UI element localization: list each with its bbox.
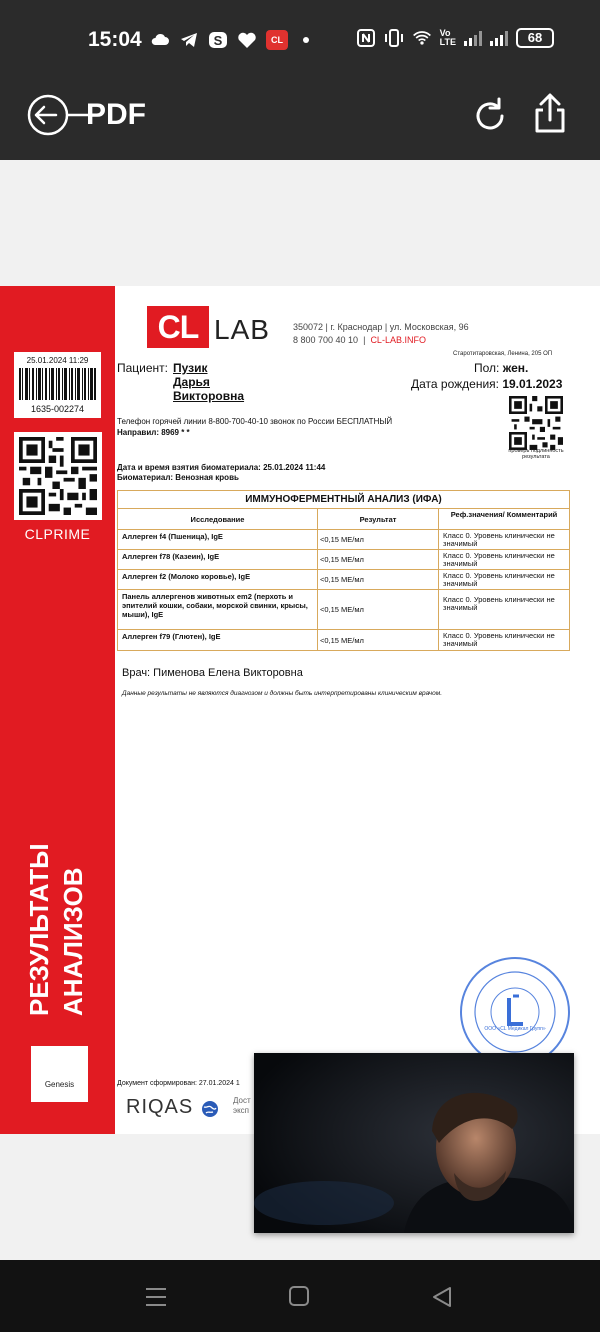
side-band <box>0 286 115 1134</box>
barcode-card <box>14 352 101 418</box>
results-table <box>117 490 570 651</box>
cloud-icon <box>150 31 170 49</box>
cell-test: Аллерген f79 (Глютен), IgE <box>118 630 318 650</box>
home-button[interactable] <box>288 1285 310 1307</box>
table-row <box>118 570 569 590</box>
notification-icons <box>150 28 315 52</box>
cl-logo: CL <box>147 306 209 348</box>
cell-result: <0,15 МЕ/мл <box>318 530 439 549</box>
genesis-label: Genesis <box>44 1080 75 1089</box>
qr-code-left <box>14 432 102 520</box>
dob-value: 19.01.2023 <box>502 377 563 391</box>
biomaterial: Биоматериал: Венозная кровь <box>117 473 239 482</box>
patient-first-name: Дарья <box>173 375 210 389</box>
signal-bars-2 <box>490 30 508 46</box>
share-button[interactable] <box>532 92 568 134</box>
pdf-page <box>0 286 600 1134</box>
header-result: Результат <box>318 509 439 529</box>
results-table-header <box>118 509 569 530</box>
seal-stamp <box>459 956 571 1068</box>
lab-contacts: 8 800 700 40 10 | CL-LAB.INFO <box>293 335 426 345</box>
cl-app-icon: CL <box>266 30 288 50</box>
telegram-icon <box>179 31 199 49</box>
status-bar <box>0 0 600 80</box>
nav-back-button[interactable] <box>430 1285 454 1309</box>
cell-reference: Класс 0. Уровень клинически не значимый <box>443 631 555 648</box>
nfc-icon <box>356 29 376 47</box>
disclaimer: Данные результаты не являются диагнозом и должны быть интерпретированы клиническим врачом. <box>122 690 443 697</box>
app-bar <box>0 80 600 160</box>
wifi-icon <box>412 29 432 47</box>
recent-apps-button[interactable] <box>144 1286 168 1308</box>
pip-video-player[interactable] <box>254 1053 574 1233</box>
cell-result: <0,15 МЕ/мл <box>318 550 439 569</box>
globe-icon <box>201 1100 219 1118</box>
lab-website[interactable]: CL-LAB.INFO <box>370 335 426 345</box>
lab-logo: LAB <box>214 314 270 345</box>
cell-reference: Класс 0. Уровень клинически не значимый <box>443 551 555 568</box>
results-table-title: ИММУНОФЕРМЕНТНЫЙ АНАЛИЗ (ИФА) <box>118 491 569 509</box>
table-row <box>118 550 569 570</box>
lab-address: 350072 | г. Краснодар | ул. Московская, 96 <box>293 322 469 332</box>
video-frame <box>254 1053 574 1233</box>
vertical-title-line1: РЕЗУЛЬТАТЫ <box>24 843 54 1016</box>
volte-indicator: Vo LTE <box>439 28 456 47</box>
cell-reference: Класс 0. Уровень клинически не значимый <box>443 531 555 548</box>
barcode-datetime: 25.01.2024 11:29 <box>26 356 89 365</box>
vertical-title <box>22 816 102 1016</box>
branch-address: Старотитаровская, Ленина, 205 ОП <box>453 351 553 357</box>
riqas-logo: RIQAS <box>126 1096 194 1118</box>
heart-icon <box>237 31 257 49</box>
sex-value: жен. <box>502 361 529 375</box>
cell-reference: Класс 0. Уровень клинически не значимый <box>443 571 555 588</box>
cell-test: Аллерген f4 (Пшеница), IgE <box>118 530 318 549</box>
cell-reference: Класс 0. Уровень клинически не значимый <box>443 595 555 612</box>
signal-bars-1 <box>464 30 482 46</box>
patient-label: Пациент: <box>117 361 169 375</box>
reload-button[interactable] <box>472 94 508 134</box>
s-app-icon <box>208 31 228 49</box>
dob-label: Дата рождения: <box>411 377 499 391</box>
clprime-label: CLPRIME <box>24 526 91 542</box>
hotline: Телефон горячей линии 8-800-700-40-10 звонок по России БЕСПЛАТНЫЙ <box>117 417 393 426</box>
qr-code-image <box>19 437 97 515</box>
header-test: Исследование <box>118 509 318 529</box>
cell-result: <0,15 МЕ/мл <box>318 630 439 650</box>
table-row <box>118 590 569 630</box>
sent-by: Направил: 8969 * * <box>117 428 190 437</box>
stamp-text: ООО «CL Медикал Групп» <box>484 1026 546 1032</box>
vertical-title-line2: АНАЛИЗОВ <box>58 867 88 1016</box>
table-row <box>118 530 569 550</box>
verification-qr-code <box>509 396 563 450</box>
doctor-name: Врач: Пименова Елена Викторовна <box>122 667 303 679</box>
page-title: PDF <box>86 98 146 131</box>
barcode-image <box>19 368 96 400</box>
cell-result: <0,15 МЕ/мл <box>318 570 439 589</box>
cell-test: Панель аллергенов животных em2 (перхоть и эпителий кошки, собаки, морской свинки, крысы, мыши), IgE <box>118 590 318 629</box>
battery-indicator: 68 <box>516 28 554 48</box>
document-formed-date: Документ сформирован: 27.01.2024 1 <box>117 1080 240 1087</box>
system-nav-bar <box>0 1260 600 1332</box>
svg-text:S: S <box>213 33 223 48</box>
cell-test: Аллерген f2 (Молоко коровье), IgE <box>118 570 318 589</box>
cell-test: Аллерген f78 (Казеин), IgE <box>118 550 318 569</box>
more-notifications-icon <box>303 37 309 43</box>
qr-caption: проверь подлинность результата <box>508 448 564 460</box>
barcode-number: 1635-002274 <box>30 404 85 414</box>
header-reference: Реф.значения/ Комментарий <box>450 510 558 519</box>
patient-name <box>173 361 244 403</box>
system-icons <box>356 28 554 48</box>
genesis-logo <box>31 1046 88 1102</box>
sex-label: Пол: <box>474 361 500 375</box>
lab-phone: 8 800 700 40 10 <box>293 335 359 345</box>
sex-field <box>474 361 528 375</box>
cell-result: <0,15 МЕ/мл <box>318 590 439 629</box>
patient-surname: Пузик <box>173 361 208 375</box>
vibrate-icon <box>384 29 404 47</box>
status-time: 15:04 <box>88 28 142 51</box>
patient-patronymic: Викторовна <box>173 389 245 403</box>
riqas-note: Дост эксп <box>233 1096 251 1115</box>
dob-field <box>411 377 562 391</box>
table-row <box>118 630 569 650</box>
back-button[interactable] <box>26 93 92 137</box>
collection-datetime: Дата и время взятия биоматериала: 25.01.2024 11:44 <box>117 463 326 472</box>
